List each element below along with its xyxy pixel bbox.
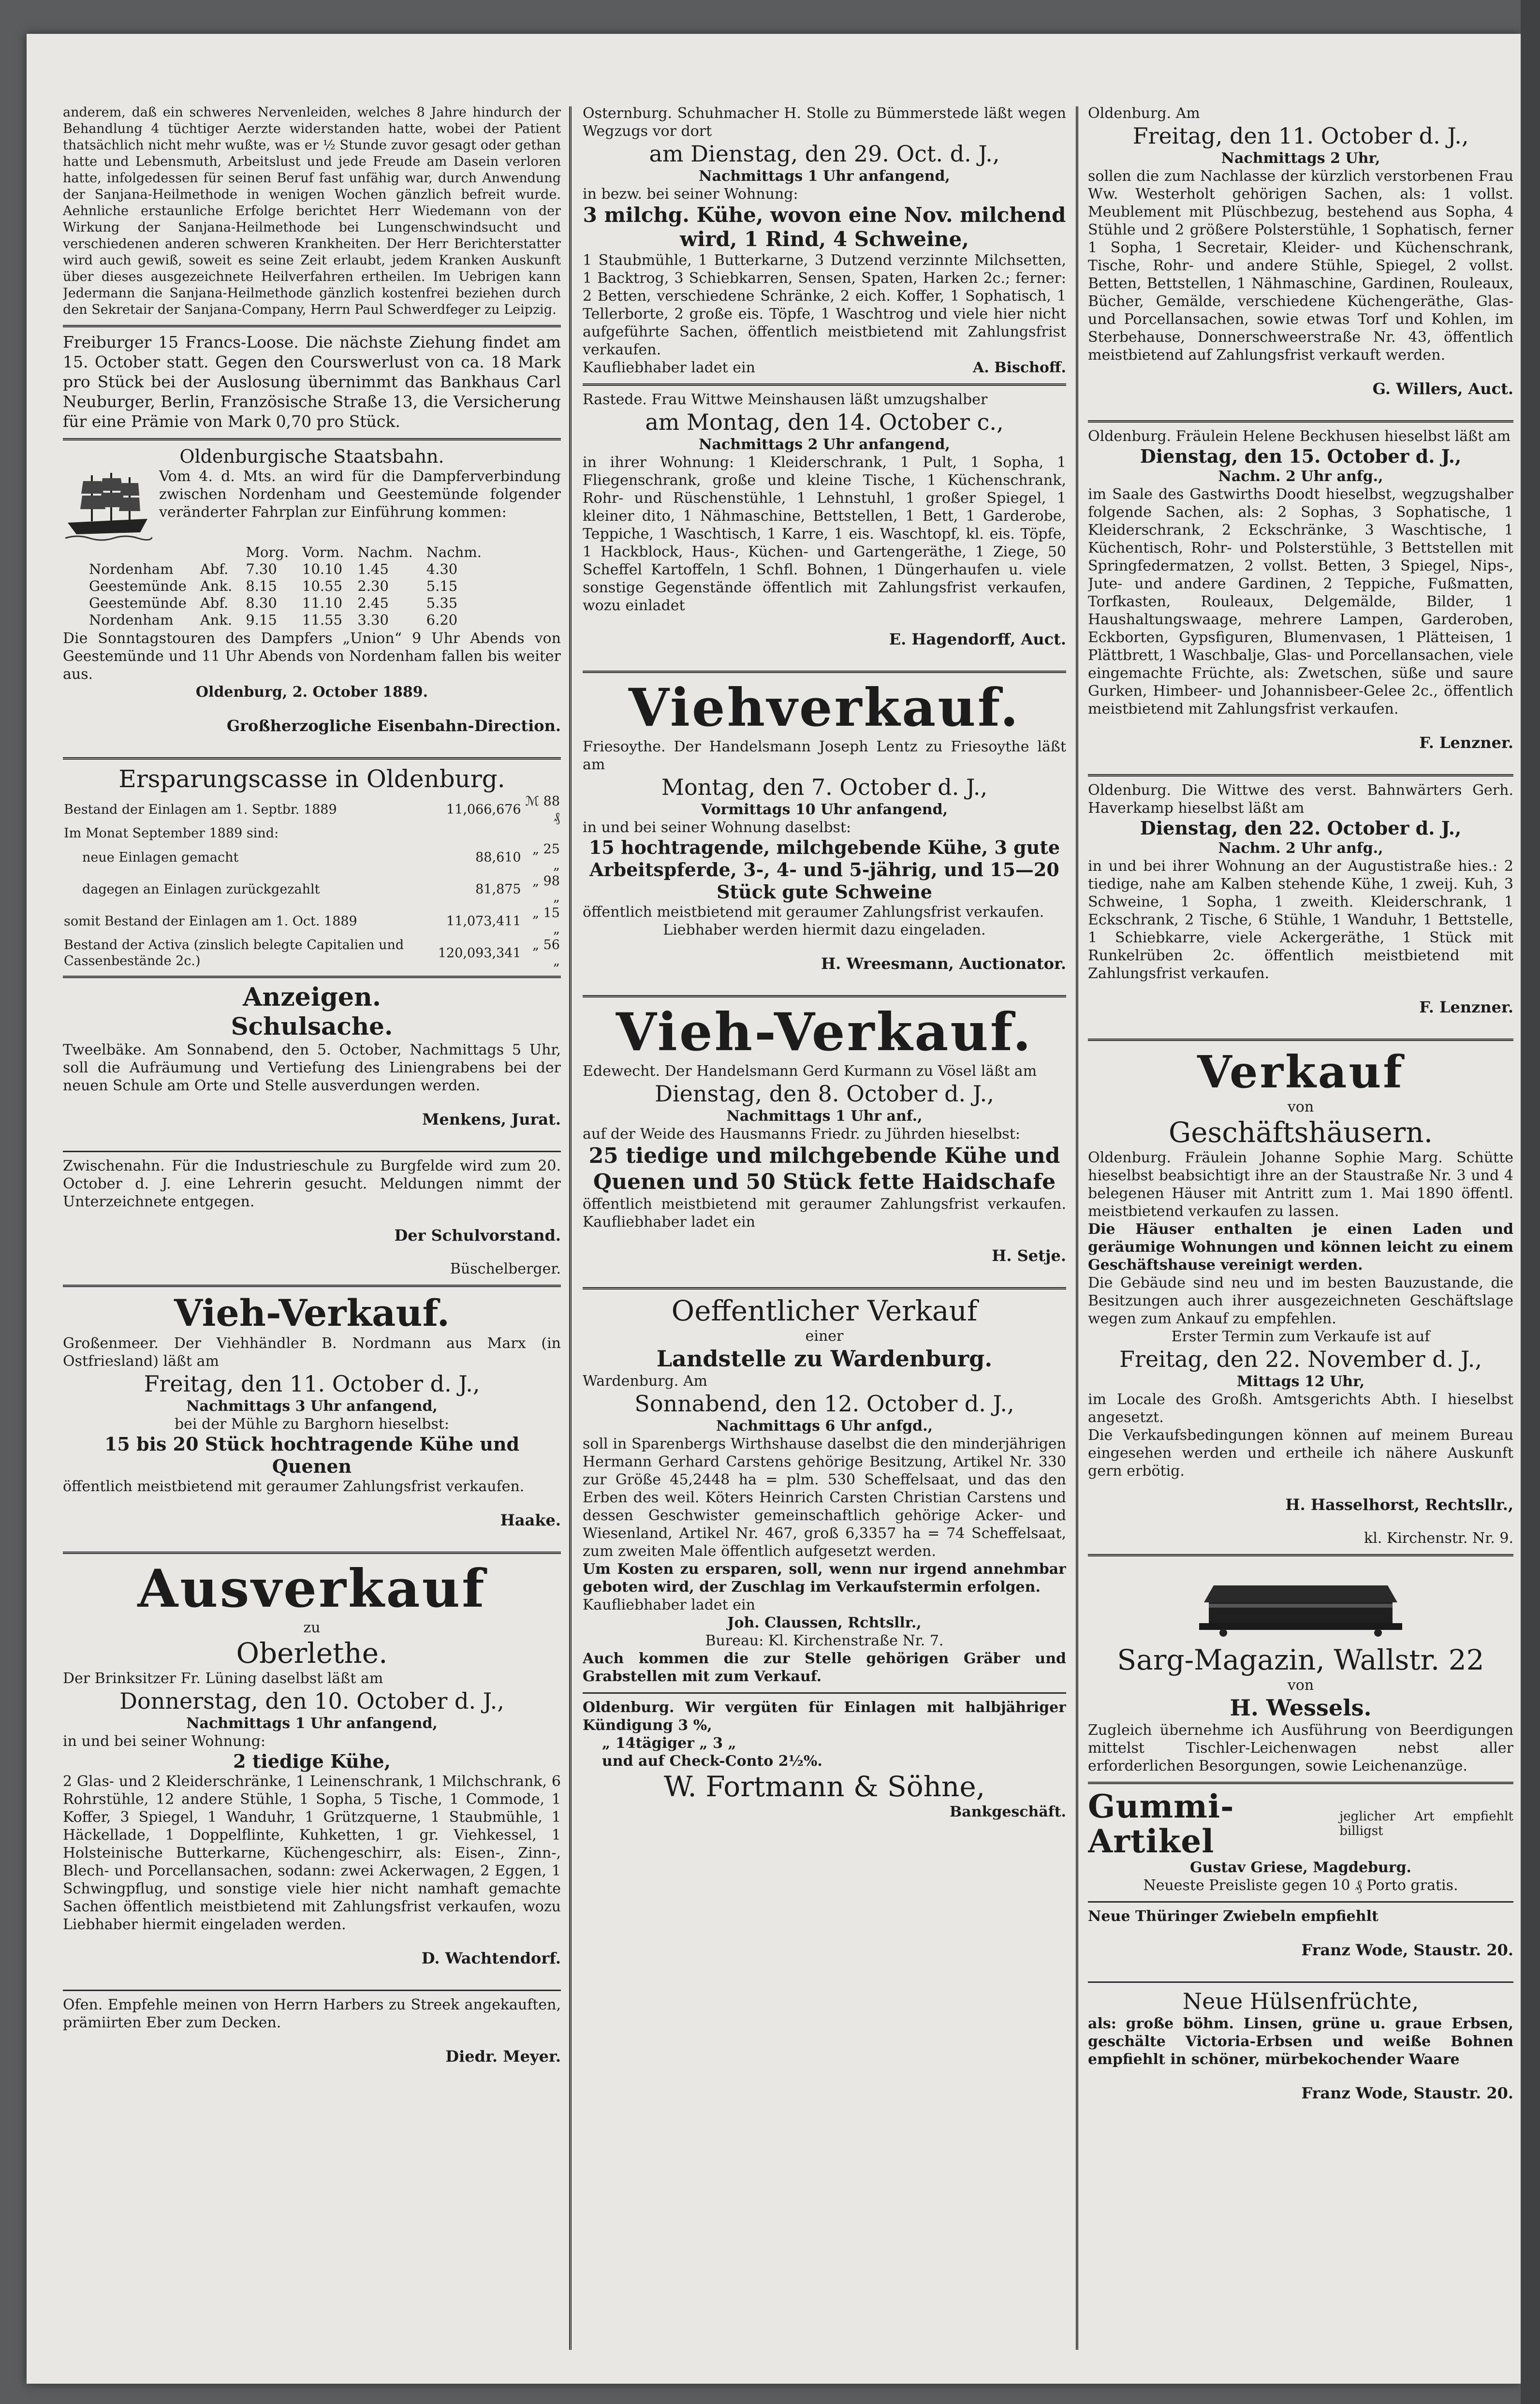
table-row: Bestand der Einlagen am 1. Septbr. 1889 11,066,676 ℳ 88 ₰ xyxy=(64,794,560,825)
haverkamp-date: Dienstag, den 22. October d. J., xyxy=(1140,817,1462,839)
viehverkauf-terms: öffentlich meistbietend mit geraumer Zahlungsfrist verkaufen. xyxy=(63,1478,525,1495)
table-row: neue Einlagen gemacht 88,610 „ 25 „ xyxy=(82,842,560,873)
kurmann-text: Edewecht. Der Handelsmann Gerd Kurmann zu Vösel läßt am xyxy=(583,1063,1037,1080)
gummi-artikel-side: jeglicher Art empfiehlt billigst xyxy=(1339,1809,1513,1838)
meinshausen-text: Rastede. Frau Wittwe Meinshausen läßt umzugshalber xyxy=(583,391,988,408)
fortmann-subtitle: Bankgeschäft. xyxy=(949,1803,1066,1820)
lentz-goods: 15 hochtragende, milchgebende Kühe, 3 gute Arbeitspferde, 3-, 4- und 5-jährig, und 15—20 Stück gute Schweine xyxy=(588,836,1060,903)
industrieschule-ad xyxy=(63,1154,561,1283)
landstelle-ad xyxy=(583,1291,1066,1690)
geschaeftshaeuser-subtitle: Geschäftshäusern. xyxy=(1168,1116,1433,1149)
schulsache-signature: Menkens, Jurat. xyxy=(422,1110,561,1129)
landstelle-date: Sonnabend, den 12. October d. J., xyxy=(634,1391,1014,1417)
landstelle-signature: Joh. Claussen, Rchtsllr., xyxy=(727,1614,922,1631)
newspaper-page xyxy=(27,34,1521,2384)
timetable-row: Nordenham Ank. 9.15 11.55 3.30 6.20 xyxy=(89,612,458,628)
gummi-artikel-title: Gummi-Artikel xyxy=(1088,1788,1234,1860)
fortmann-ad xyxy=(583,1696,1066,1826)
lentz-location: in und bei seiner Wohnung daselbst: xyxy=(583,819,851,836)
haverkamp-body: in und bei ihrer Wohnung an der Augustistraße hies.: 2 tiedige, nahe am Kalben stehende Kühe, 1 zweij. Kuh, 3 Schweine, 1 Sopha, 1 zweith. Kleiderschrank, 1 Eckschrank, 2 Tische, 6 Stühle, 1 Wanduhr, 1 Bettstelle, 1 Schiebkarre, viele Ackergeräthe, 1 Stück mit Runkelrüben 2c. öffentlich meistbietend mit Zahlungsfrist verkaufen. xyxy=(1088,858,1513,982)
westerholt-signature: G. Willers, Auct. xyxy=(1372,380,1513,398)
timetable-row: Geestemünde Ank. 8.15 10.55 2.30 5.15 xyxy=(89,578,458,594)
geschaeftshaeuser-body-3: Die Gebäude sind neu und im besten Bauzustande, die Besitzungen auch ihrer ausgezeichneten Geschäftslage wegen zum Ankauf zu empfehlen. xyxy=(1088,1275,1513,1327)
meinshausen-ad xyxy=(583,388,1066,669)
kurmann-location: auf der Weide des Hausmanns Friedr. zu Jührden hieselbst: xyxy=(583,1126,1020,1143)
lentz-invite: Liebhaber werden hiermit dazu eingeladen. xyxy=(663,922,986,938)
eber-ad xyxy=(63,1993,561,2086)
geschaeftshaeuser-von: von xyxy=(1287,1099,1314,1115)
viehverkauf-title: Vieh-Verkauf. xyxy=(174,1291,450,1334)
geschaeftshaeuser-body: Oldenburg. Fräulein Johanne Sophie Marg. Schütte hieselbst beabsichtigt ihre an der Staustraße Nr. 3 und 4 belegenen Häuser mit Antritt zum 1. Mai 1890 öffentl. meistbietend verkaufen zu lassen. xyxy=(1088,1149,1513,1220)
ausverkauf-title: Ausverkauf xyxy=(137,1558,486,1619)
lentz-date: Montag, den 7. October d. J., xyxy=(661,774,988,800)
stolle-list: 1 Staubmühle, 1 Butterkarne, 3 Dutzend verzinnte Milchsetten, 1 Backtrog, 3 Schiebkarren, Sensen, Spaten, Harken 2c.; ferner: 2 Betten, verschiedene Schränke, 2 eich. Koffer, 1 Sophatisch, 1 Tellerborte, 2 große eis. Töpfe, 1 Waschtrog und viele hier nicht aufgeführte Sachen, öffentlich meistbietend mit Zahlungsfrist verkaufen. xyxy=(583,252,1066,358)
huelsenfruechte-signature: Franz Wode, Staustr. 20. xyxy=(1301,2084,1513,2102)
lentz-title: Viehverkauf. xyxy=(628,677,1021,738)
beckhusen-date: Dienstag, den 15. October d. J., xyxy=(1140,445,1462,467)
meinshausen-date: am Montag, den 14. October c., xyxy=(645,409,1004,435)
industrieschule-signature-2: Büschelberger. xyxy=(450,1261,561,1277)
huelsenfruechte-title: Neue Hülsenfrüchte, xyxy=(1182,1988,1419,2014)
stolle-signature: A. Bischoff. xyxy=(973,359,1066,376)
page-edge xyxy=(1521,0,1540,2404)
lentz-text: Friesoythe. Der Handelsmann Joseph Lentz zu Friesoythe läßt am xyxy=(583,738,1066,773)
timetable xyxy=(82,544,488,629)
stolle-time: Nachmittags 1 Uhr anfangend, xyxy=(699,168,950,185)
viehverkauf-place: bei der Mühle zu Barghorn hieselbst: xyxy=(174,1416,450,1433)
schulsache-ad xyxy=(63,980,561,1149)
geschaeftshaeuser-term: Erster Termin zum Verkaufe ist auf xyxy=(1171,1328,1430,1345)
sarg-magazin-title: Sarg-Magazin, Wallstr. 22 xyxy=(1117,1643,1484,1676)
lentz-time: Vormittags 10 Uhr anfangend, xyxy=(701,801,948,818)
table-row: Bestand der Activa (zinslich belegte Capitalien und Cassenbestände 2c.) 120,093,341 „ 56 „ xyxy=(64,938,560,968)
ship-icon xyxy=(63,470,152,543)
loose-ad xyxy=(63,329,561,436)
table-row: Im Monat September 1889 sind: xyxy=(64,826,279,841)
landstelle-text: Wardenburg. Am xyxy=(583,1373,707,1390)
industrieschule-text: Zwischenahn. Für die Industrieschule zu Burgfelde wird zum 20. October d. J. eine Lehrerin gesucht. Meldungen nimmt der Unterzeichnete entgegen. xyxy=(63,1158,561,1210)
ausverkauf-signature: D. Wachtendorf. xyxy=(421,1949,561,1967)
kurmann-signature: H. Setje. xyxy=(992,1246,1066,1265)
gummi-artikel-name: Gustav Griese, Magdeburg. xyxy=(1190,1859,1411,1876)
gummi-artikel-header xyxy=(1088,1789,1513,1859)
kurmann-time: Nachmittags 1 Uhr anf., xyxy=(726,1108,923,1125)
beckhusen-body: im Saale des Gastwirths Doodt hieselbst, wegzugshalber folgende Sachen, als: 2 Sophas, 3 Sophatische, 1 Kleiderschrank, 2 Eckschränke, 3 Waschtische, 1 Küchentisch, Rohr- und Polsterstühle, 3 Bettstellen mit Springfedermatzen, 2 vollst. Betten, 3 Spiegel, Nips-, Jute- und andere Gardinen, 2 Teppiche, Fußmatten, Torfkasten, Rouleaux, Delgemälde, Bilder, 1 Haushaltungswaage, mehrere Lampen, Garderoben, Eckborten, Gypsfiguren, Blumenvasen, 1 Plätteisen, 1 Plättbrett, 1 Waschbalje, Glas- und Porcellansachen, viele eingemachte Früchte, als: Zwetschen, süße und saure Gurken, Himbeer- und Johannisbeer-Gelee 2c., öffentlich meistbietend mit Zahlungsfrist verkaufen. xyxy=(1088,486,1513,718)
stolle-date: am Dienstag, den 29. Oct. d. J., xyxy=(649,141,1000,167)
viehverkauf-signature: Haake. xyxy=(500,1511,561,1529)
loose-text: Freiburger 15 Francs-Loose. Die nächste Ziehung findet am 15. October statt. Gegen den Courswerlust von ca. 18 Mark pro Stück bei der Auslosung übernimmt das Bankhaus Carl Neuburger, Berlin, Französische Straße 13, die Versicherung für eine Prämie von Mark 0,70 pro Stück. xyxy=(63,333,561,431)
stolle-ad xyxy=(583,102,1066,381)
geschaeftshaeuser-time: Mittags 12 Uhr, xyxy=(1236,1373,1365,1390)
fortmann-text: Oldenburg. Wir vergüten für Einlagen mit halbjähriger Kündigung 3 %, xyxy=(583,1699,1066,1734)
column-3 xyxy=(1088,102,1513,2355)
staatsbahn-text: Vom 4. d. Mts. an wird für die Dampferverbindung zwischen Nordenham und Geestemünde folgender veränderter Fahrplan zur Einführung kommen: xyxy=(159,468,561,521)
table-row: dagegen an Einlagen zurückgezahlt 81,875 „ 98 „ xyxy=(82,874,560,905)
geschaeftshaeuser-address: kl. Kirchenstr. Nr. 9. xyxy=(1364,1530,1513,1547)
westerholt-ad xyxy=(1088,102,1513,418)
zwiebeln-ad xyxy=(1088,1905,1513,1979)
schulsache-heading: Schulsache. xyxy=(231,1012,393,1041)
gummi-artikel-list: Neueste Preisliste gegen 10 ₰ Porto gratis. xyxy=(1143,1877,1458,1894)
stolle-invite-text: Kaufliebhaber ladet ein xyxy=(583,359,755,376)
timetable-header: Morg. Vorm. Nachm. Nachm. xyxy=(246,544,482,560)
staatsbahn-footnote: Die Sonntagstouren des Dampfers „Union“ 9 Uhr Abends von Geestemünde und 11 Uhr Abends von Nordenham fallen bis weiter aus. xyxy=(63,630,561,683)
beckhusen-time: Nachm. 2 Uhr anfg., xyxy=(1218,468,1383,485)
beckhusen-ad xyxy=(1088,425,1513,772)
eber-text: Ofen. Empfehle meinen von Herrn Harbers zu Streek angekauften, prämiirten Eber zum Decken. xyxy=(63,1996,561,2031)
geschaeftshaeuser-location: im Locale des Großh. Amtsgerichts Abth. I hieselbst angesetzt. xyxy=(1088,1391,1513,1426)
schulsache-text: Tweelbäke. Am Sonnabend, den 5. October, Nachmittags 5 Uhr, soll die Aufräumung und Vertiefung des Liniengrabens bei der neuen Schule am Orte und Stelle ausverdungen werden. xyxy=(63,1041,561,1094)
ausverkauf-text: Der Brinksitzer Fr. Lüning daselbst läßt am xyxy=(63,1670,383,1687)
eber-signature: Diedr. Meyer. xyxy=(445,2047,561,2066)
sarg-magazin-von: von xyxy=(1287,1677,1314,1694)
stolle-invite xyxy=(583,359,1066,377)
table-row: somit Bestand der Einlagen am 1. Oct. 1889 11,073,411 „ 15 „ xyxy=(64,906,560,937)
landstelle-address: Bureau: Kl. Kirchenstraße Nr. 7. xyxy=(705,1632,944,1649)
stolle-goods: 3 milchg. Kühe, wovon eine Nov. milchend wird, 1 Rind, 4 Schweine, xyxy=(583,203,1066,251)
sarg-magazin-ad xyxy=(1088,1558,1513,1780)
ausverkauf-ad xyxy=(63,1556,561,1988)
column-2 xyxy=(583,102,1066,2355)
column-divider xyxy=(569,106,572,2350)
fortmann-rate-1: „ 14tägiger „ 3 „ xyxy=(602,1735,736,1752)
kurmann-goods: 25 tiedige und milchgebende Kühe und Quenen und 50 Stück fette Haidschafe xyxy=(588,1143,1060,1194)
meinshausen-list: in ihrer Wohnung: 1 Kleiderschrank, 1 Pult, 1 Sopha, 1 Fliegenschrank, große und kleine Tische, 1 Küchenschrank, Rohr- und Rüschenstühle, 1 Lehnstuhl, 1 großer Spiegel, 1 kleiner dito, 1 Nähmaschine, Bettstellen, 1 Bett, 1 Garderobe, Teppiche, 1 Waschtisch, 1 Karre, 1 eis. Waschtopf, kl. eis. Töpfe, 1 Hackblock, Haus-, Küchen- und Gartengeräthe, 1 Ziege, 50 Scheffel Kartoffeln, 1 Schfl. Bohnen, 1 Düngerhaufen u. viele sonstige Gegenstände öffentlich mit Zahlungsfrist verkaufen, wozu einladet xyxy=(583,454,1066,614)
ersparungscasse-title: Ersparungscasse in Oldenburg. xyxy=(118,765,505,793)
meinshausen-signature: E. Hagendorff, Auct. xyxy=(889,630,1066,648)
ausverkauf-place: Oberlethe. xyxy=(236,1637,388,1670)
ausverkauf-list: 2 Glas- und 2 Kleiderschränke, 1 Leinenschrank, 1 Milchschrank, 6 Rohrstühle, 12 andere Stühle, 1 Sopha, 5 Tische, 1 Commode, 1 Koffer, 3 Spiegel, 1 Wanduhr, 1 Grützquerne, 1 Staubmühle, 1 Häckellade, 1 Doppelflinte, Kuhketten, 1 gr. Viehkessel, 1 Holsteinische Butterkarne, Küchengeschirr, als: Eisen-, Zinn-, Blech- und Porcellansachen, sodann: zwei Ackerwagen, 2 Eggen, 1 Schwingpflug, und sonstige viele hier nicht namhaft gemachte Sachen öffentlich meistbietend mit Zahlungsfrist verkaufen, wozu Liebhaber hiermit eingeladen werden. xyxy=(63,1773,561,1933)
viehverkauf-time: Nachmittags 3 Uhr anfangend, xyxy=(186,1398,438,1415)
lentz-ad xyxy=(583,675,1066,993)
column-divider xyxy=(1076,106,1078,2350)
ausverkauf-time: Nachmittags 1 Uhr anfangend, xyxy=(186,1715,438,1732)
ausverkauf-goods: 2 tiedige Kühe, xyxy=(233,1750,391,1772)
geschaeftshaeuser-title: Verkauf xyxy=(1197,1046,1404,1098)
sanjana-ad xyxy=(63,102,561,323)
huelsenfruechte-ad xyxy=(1088,1985,1513,2123)
landstelle-body: soll in Sparenbergs Wirthshause daselbst die den minderjährigen Hermann Gerhard Carstens gehörige Besitzung, Artikel Nr. 330 zur Größe 45,2448 ha = plm. 530 Scheffelsaat, und das den Erben des weil. Köters Heinrich Carsten Christian Carstens und dessen Geschwister gemeinschaftlich gehörige Acker- und Wiesenland, Artikel Nr. 467, groß 6,3357 ha = 74 Scheffelsaat, zum zweiten Male öffentlich aufgesetzt werden. xyxy=(583,1436,1066,1560)
viehverkauf-grossenmeer-ad xyxy=(63,1289,561,1550)
geschaeftshaeuser-signature: H. Hasselhorst, Rechtsllr., xyxy=(1285,1495,1513,1514)
landstelle-also: Auch kommen die zur Stelle gehörigen Gräber und Grabstellen mit zum Verkauf. xyxy=(583,1650,1066,1685)
lentz-terms: öffentlich meistbietend mit geraumer Zahlungsfrist verkaufen. xyxy=(583,904,1044,921)
haverkamp-text: Oldenburg. Die Wittwe des verst. Bahnwärters Gerh. Haverkamp hieselbst läßt am xyxy=(1088,782,1513,817)
zwiebeln-signature: Franz Wode, Staustr. 20. xyxy=(1301,1941,1513,1959)
gummi-artikel-ad xyxy=(1088,1786,1513,1899)
ersparungscasse-ad xyxy=(63,762,561,974)
stolle-location: in bezw. bei seiner Wohnung: xyxy=(583,186,798,203)
sarg-magazin-text: Zugleich übernehme ich Ausführung von Beerdigungen mittelst Tischler-Leichenwagen nebst aller erforderlichen Besorgungen, sowie Leichenanzüge. xyxy=(1088,1722,1513,1774)
westerholt-date: Freitag, den 11. October d. J., xyxy=(1132,123,1469,149)
fortmann-name: W. Fortmann & Söhne, xyxy=(663,1770,985,1803)
beckhusen-signature: F. Lenzner. xyxy=(1419,733,1513,752)
column-1 xyxy=(63,102,561,2355)
ausverkauf-location: in und bei seiner Wohnung: xyxy=(63,1733,266,1750)
sanjana-text: anderem, daß ein schweres Nervenleiden, welches 8 Jahre hindurch der Behandlung 4 tüchtiger Aerzte widerstanden hatte, wobei der Patient thatsächlich nicht mehr wußte, was er ½ Stunde zuvor gesagt oder gethan hatte und Lebensmuth, Arbeitslust und jede Freude am Dasein verloren hatte, infolgedessen für seinen Beruf fast unfähig war, durch Anwendung der Sanjana-Heilmethode in wenigen Wochen gänzlich befreit wurde. Aehnliche erstaunliche Erfolge berichtet Herr Wiedemann von der Wirkung der Sanjana-Heilmethode bei Lungenschwindsucht und verschiedenen anderen schweren Krankheiten. Der Herr Berichterstatter wird auch gewiß, soweit es seine Zeit erlaubt, jedem Kranken Auskunft über dieses ausgezeichnete Heilverfahren ertheilen. Im Uebrigen kann Jedermann die Sanjana-Heilmethode gänzlich kostenfrei beziehen durch den Sekretair der Sanjana-Company, Herrn Paul Schwerdfeger zu Leipzig. xyxy=(63,105,561,317)
stolle-text: Osternburg. Schuhmacher H. Stolle zu Bümmerstede läßt wegen Wegzugs vor dort xyxy=(583,105,1066,140)
ersparungscasse-table xyxy=(63,793,561,969)
staatsbahn-signature: Großherzogliche Eisenbahn-Direction. xyxy=(226,717,561,735)
westerholt-time: Nachmittags 2 Uhr, xyxy=(1221,150,1380,167)
landstelle-subtitle: Landstelle zu Wardenburg. xyxy=(656,1346,993,1372)
landstelle-cost: Um Kosten zu ersparen, soll, wenn nur irgend annehmbar geboten wird, der Zuschlag im Verkaufstermin erfolgen. xyxy=(583,1561,1066,1596)
haverkamp-ad xyxy=(1088,778,1513,1037)
kurmann-date: Dienstag, den 8. October d. J., xyxy=(655,1081,994,1107)
haverkamp-signature: F. Lenzner. xyxy=(1419,998,1513,1016)
landstelle-invite: Kaufliebhaber ladet ein xyxy=(583,1597,755,1613)
timetable-row: Nordenham Abf. 7.30 10.10 1.45 4.30 xyxy=(89,561,458,577)
anzeigen-heading: Anzeigen. xyxy=(243,982,381,1012)
viehverkauf-goods: 15 bis 20 Stück hochtragende Kühe und Quenen xyxy=(104,1433,520,1477)
kurmann-ad xyxy=(583,999,1066,1285)
haverkamp-time: Nachm. 2 Uhr anfg., xyxy=(1218,840,1383,857)
geschaeftshaeuser-ad xyxy=(1088,1043,1513,1552)
viehverkauf-text: Großenmeer. Der Viehhändler B. Nordmann aus Marx (in Ostfriesland) läßt am xyxy=(63,1335,561,1370)
ausverkauf-zu: zu xyxy=(303,1619,321,1636)
staatsbahn-date: Oldenburg, 2. October 1889. xyxy=(195,684,428,701)
kurmann-terms: öffentlich meistbietend mit geraumer Zahlungsfrist verkaufen. Kaufliebhaber ladet ein xyxy=(583,1196,1066,1231)
geschaeftshaeuser-body-2: Die Häuser enthalten je einen Laden und geräumige Wohnungen und können leicht zu einem Geschäftshause vereinigt werden. xyxy=(1088,1221,1513,1274)
meinshausen-time: Nachmittags 2 Uhr anfangend, xyxy=(699,436,950,453)
ausverkauf-date: Donnerstag, den 10. October d. J., xyxy=(119,1688,504,1714)
beckhusen-text: Oldenburg. Fräulein Helene Beckhusen hieselbst läßt am xyxy=(1088,428,1511,445)
landstelle-einer: einer xyxy=(805,1328,844,1345)
viehverkauf-date: Freitag, den 11. October d. J., xyxy=(144,1371,480,1397)
coffin-icon xyxy=(1194,1566,1407,1639)
staatsbahn-title: Oldenburgische Staatsbahn. xyxy=(179,446,444,467)
landstelle-title: Oeffentlicher Verkauf xyxy=(671,1294,978,1327)
industrieschule-signature: Der Schulvorstand. xyxy=(394,1226,561,1245)
staatsbahn-ad xyxy=(63,442,561,755)
geschaeftshaeuser-conditions: Die Verkaufsbedingungen können auf meinem Bureau eingesehen werden und ertheile ich nähere Auskunft gern erbötig. xyxy=(1088,1427,1513,1480)
sarg-magazin-name: H. Wessels. xyxy=(1230,1695,1372,1721)
westerholt-text: Oldenburg. Am xyxy=(1088,105,1200,122)
zwiebeln-text: Neue Thüringer Zwiebeln empfiehlt xyxy=(1088,1908,1379,1925)
landstelle-time: Nachmittags 6 Uhr anfgd., xyxy=(716,1418,933,1435)
lentz-signature: H. Wreesmann, Auctionator. xyxy=(821,954,1066,973)
geschaeftshaeuser-date: Freitag, den 22. November d. J., xyxy=(1119,1346,1482,1372)
huelsenfruechte-text: als: große böhm. Linsen, grüne u. graue Erbsen, geschälte Victoria-Erbsen und weiße Bohnen empfiehlt in schöner, mürbekochender Waare xyxy=(1088,2015,1513,2068)
fortmann-rate-2: und auf Check-Conto 2½%. xyxy=(602,1753,822,1770)
westerholt-body: sollen die zum Nachlasse der kürzlich verstorbenen Frau Ww. Westerholt gehörigen Sachen, als: 1 vollst. Meublement mit Plüschbezug, bestehend aus Sopha, 4 Stühle und 2 größere Polsterstühle, 1 Sophatisch, ferner 1 Sopha, 1 Secretair, Kleider- und Küchenschrank, Tische, Rohr- und andere Stühle, Spiegel, 2 vollst. Betten, Bettstellen, 1 Nähmaschine, Gardinen, Rouleaux, Bücher, Gemälde, verschiedene Küchengeräthe, Glas- und Porcellansachen, sowie etwas Torf und Kohlen, im Sterbehause, Donnerschweerstraße Nr. 43, öffentlich meistbietend auf Zahlungsfrist verkauft werden. xyxy=(1088,168,1513,364)
timetable-row: Geestemünde Abf. 8.30 11.10 2.45 5.35 xyxy=(89,595,458,611)
kurmann-title: Vieh-Verkauf. xyxy=(616,1002,1033,1063)
